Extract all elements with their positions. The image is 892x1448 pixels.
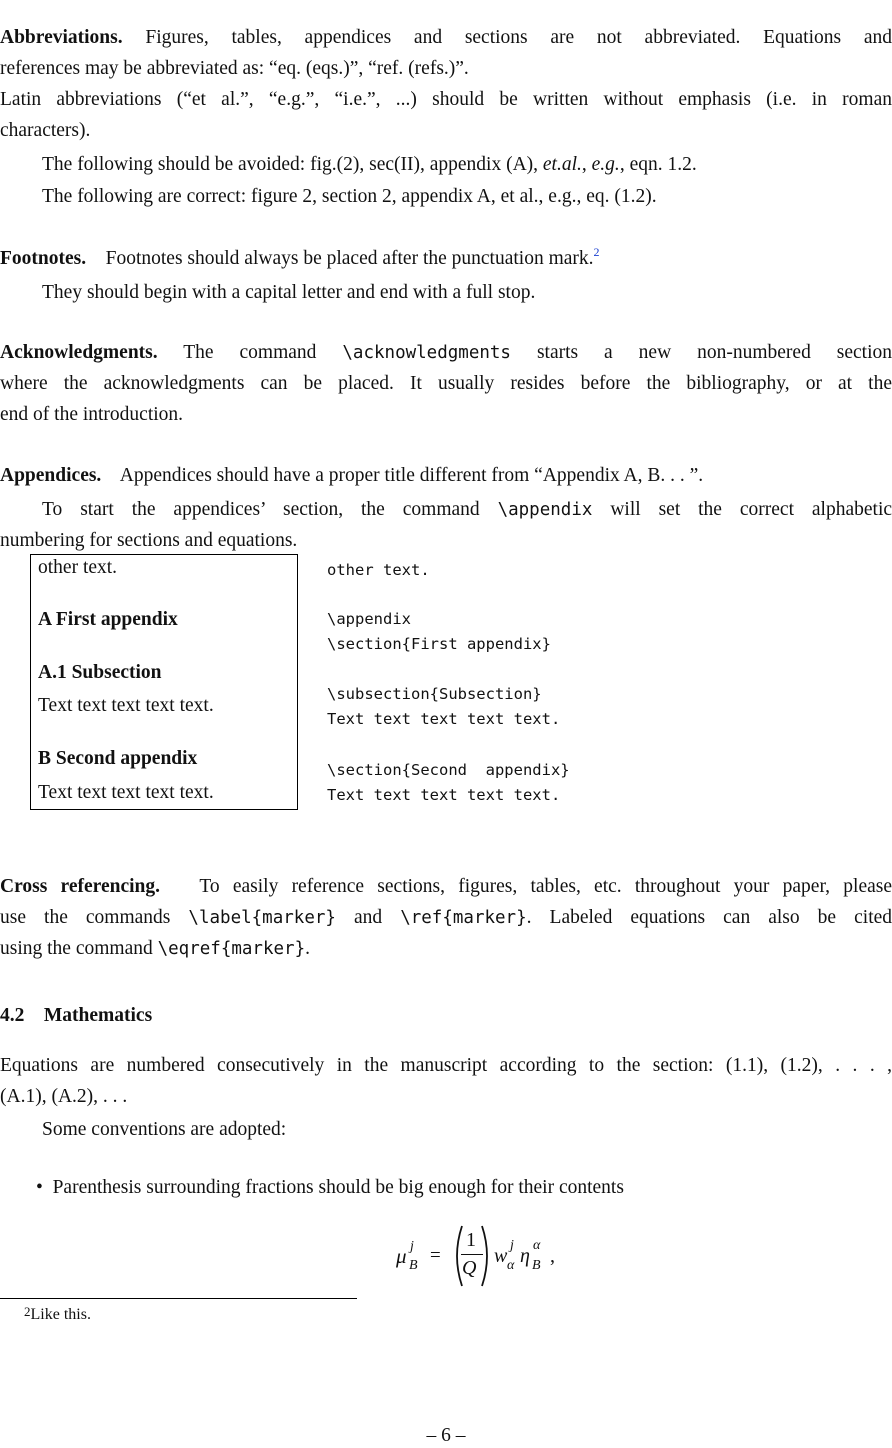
code-line: other text. xyxy=(327,561,430,579)
box-line: Text text text text text. xyxy=(38,695,214,716)
appendices-paragraph: Appendices. Appendices should have a proper title different from “Appendix A, B. . . ”. xyxy=(0,465,704,486)
ack-line-2: where the acknowledgments can be placed. It usually resides before the bibliography, or at the xyxy=(0,373,892,394)
cross-referencing-paragraph: Cross referencing. To easily reference sections, figures, tables, etc. throughout your paper, please xyxy=(0,876,892,897)
box-heading: A.1 Subsection xyxy=(38,662,162,683)
box-line: other text. xyxy=(38,557,118,578)
code-line: Text text text text text. xyxy=(327,710,561,728)
footnote-marker[interactable]: 2 xyxy=(593,245,600,259)
math-line-2: (A.1), (A.2), . . . xyxy=(0,1086,128,1107)
code-line: \section{Second appendix} xyxy=(327,761,570,779)
code-line: \section{First appendix} xyxy=(327,635,551,653)
math-line-3: Some conventions are adopted: xyxy=(42,1119,287,1140)
xref-line-3: using the command \eqref{marker}. xyxy=(0,938,310,959)
code-line: \subsection{Subsection} xyxy=(327,685,542,703)
footnote: 2Like this. xyxy=(24,1304,91,1323)
code-line: Text text text text text. xyxy=(327,786,561,804)
code-line: \appendix xyxy=(327,610,411,628)
footnotes-paragraph: Footnotes. Footnotes should always be placed after the punctuation mark.$^2$ xyxy=(0,245,600,269)
abbr-line-4: characters). xyxy=(0,120,91,141)
section-heading-mathematics: 4.2 Mathematics xyxy=(0,1005,153,1026)
abbreviations-paragraph: Abbreviations. Figures, tables, appendices and sections are not abbreviated. Equations and xyxy=(0,27,892,48)
abbr-line-3: Latin abbreviations (“et al.”, “e.g.”, “i.e.”, ...) should be written without emphasis (i.e. in roman xyxy=(0,89,892,110)
box-heading: B Second appendix xyxy=(38,748,198,769)
box-heading: A First appendix xyxy=(38,609,178,630)
bullet-item: • Parenthesis surrounding fractions should be big enough for their contents xyxy=(36,1177,624,1198)
xref-line-2: use the commands \label{marker} and \ref{marker}. Labeled equations can also be cited xyxy=(0,907,892,928)
acknowledgments-paragraph: Acknowledgments. The command \acknowledgments starts a new non-numbered section xyxy=(0,342,892,363)
page-number: – 6 – xyxy=(426,1425,466,1446)
math-line-1: Equations are numbered consecutively in the manuscript according to the section: (1.1), (1.2), . . . , xyxy=(0,1055,892,1076)
abbr-avoid: The following should be avoided: fig.(2), sec(II), appendix (A), et.al., e.g., eqn. 1.2. xyxy=(42,154,697,175)
app-line-2: To start the appendices’ section, the command \appendix will set the correct alphabetic xyxy=(42,499,892,520)
appendix-example-box xyxy=(30,554,298,810)
abbr-line-2: references may be abbreviated as: “eq. (eqs.)”, “ref. (refs.)”. xyxy=(0,58,469,79)
footnote-rule xyxy=(0,1298,357,1299)
abbr-correct: The following are correct: figure 2, section 2, appendix A, et al., e.g., eq. (1.2). xyxy=(42,186,657,207)
app-line-3: numbering for sections and equations. xyxy=(0,530,298,551)
equation: μ j B = 1 Q w j α η α B , xyxy=(390,1222,570,1292)
right-paren xyxy=(480,1224,494,1288)
footnotes-line-2: They should begin with a capital letter and end with a full stop. xyxy=(42,282,536,303)
ack-line-3: end of the introduction. xyxy=(0,404,184,425)
box-line: Text text text text text. xyxy=(38,782,214,803)
